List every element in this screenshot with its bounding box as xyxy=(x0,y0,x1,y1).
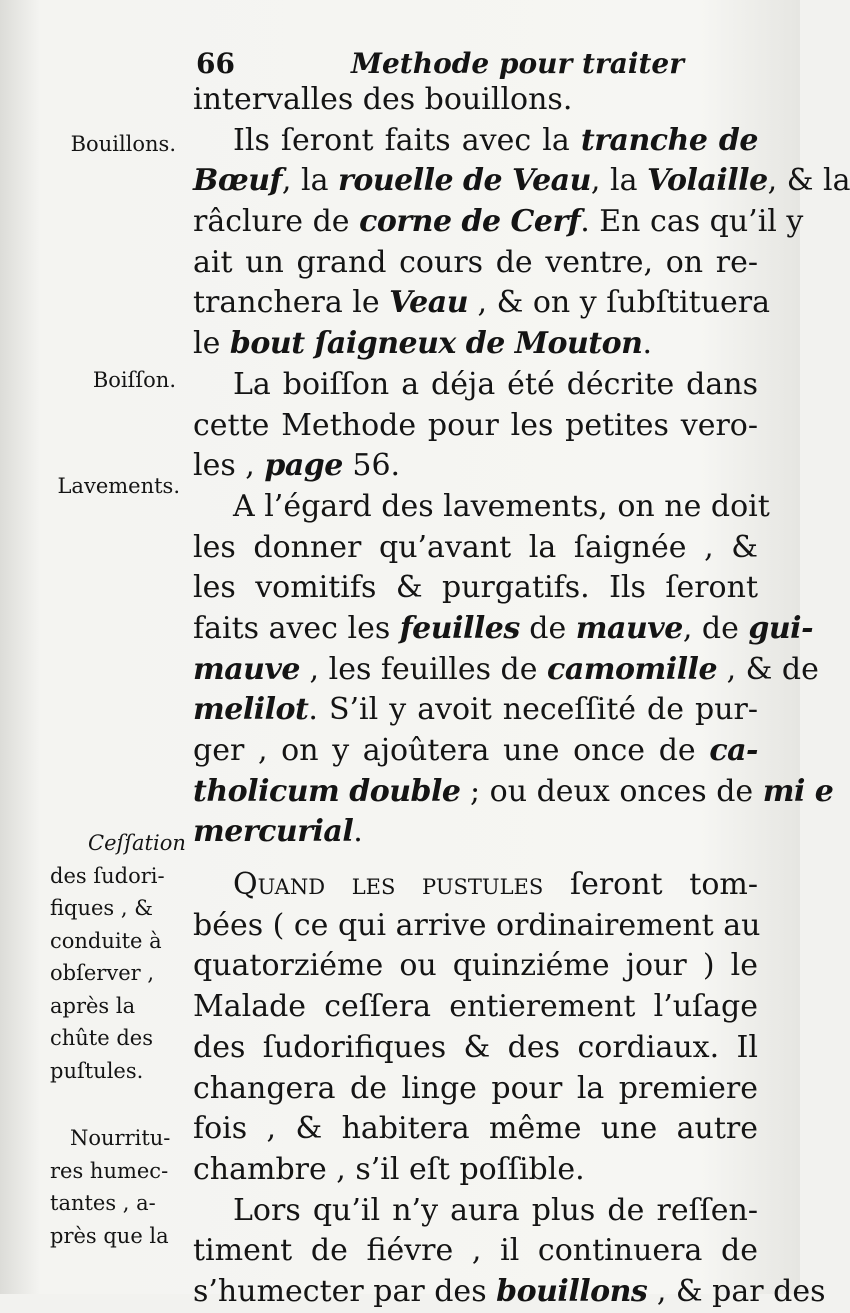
margin-note-lavements: Lavements. xyxy=(57,474,180,498)
text-line: La boiſſon a déja été décrite dans xyxy=(233,366,758,402)
text-line: mercurial. xyxy=(193,814,363,850)
text-line: ait un grand cours de ventre, on re- xyxy=(193,244,758,280)
text-line: les vomitifs & purgatifs. Ils ſeront xyxy=(193,570,758,606)
text-line: Bœuf, la rouelle de Veau, la Volaille, & la xyxy=(193,163,850,199)
margin-note-boisson: Boiſſon. xyxy=(92,368,176,392)
main-text xyxy=(193,80,850,1313)
text-line: timent de fiévre , il continuera de xyxy=(193,1233,758,1269)
text-line: Malade ceſſera entierement l’uſage xyxy=(193,989,758,1025)
text-line: faits avec les feuilles de mauve, de gui- xyxy=(193,610,814,646)
text-line: ger , on y ajoûtera une once de ca- xyxy=(193,733,758,768)
text-line: melilot. S’il y avoit neceſſité de pur- xyxy=(193,692,758,728)
text-line: des ſudorifiques & des cordiaux. Il xyxy=(193,1029,758,1065)
page-header xyxy=(196,44,776,84)
margin-note-nourritures: Nourritu- res humec- tantes , a- près que la xyxy=(50,1126,171,1248)
text-line: bées ( ce qui arrive ordinairement au xyxy=(193,907,761,943)
text-line: fois , & habitera même une autre xyxy=(193,1111,758,1147)
text-line: râclure de corne de Cerf. En cas qu’il y xyxy=(193,204,804,240)
text-line: Quand les pustules ſeront tom- xyxy=(233,867,758,903)
text-line: cette Methode pour les petites vero- xyxy=(193,407,758,443)
text-line: Ils ſeront faits avec la tranche de xyxy=(233,122,758,158)
page-number: 66 xyxy=(196,47,235,80)
text-line: le bout ſaigneux de Mouton. xyxy=(193,326,653,362)
text-line: s’humecter par des bouillons , & par des xyxy=(193,1273,826,1309)
text-line: chambre , s’il eſt poſſible. xyxy=(193,1151,585,1187)
margin-note-bouillons: Bouillons. xyxy=(70,132,176,156)
running-title: Methode pour traiter xyxy=(351,47,684,80)
text-line: tholicum double ; ou deux onces de mi e xyxy=(193,773,834,809)
margin-note-cessation: Ceſſation des ſudori- fiques , & conduite à obſerver , après la chûte des puſtules. xyxy=(50,831,186,1083)
text-line: changera de linge pour la premiere xyxy=(193,1070,758,1106)
text-line: intervalles des bouillons. xyxy=(193,82,573,117)
text-line: tranchera le Veau , & on y ſubſtituera xyxy=(193,285,770,321)
text-line: quatorziéme ou quinziéme jour ) le xyxy=(193,948,758,984)
text-line: Lors qu’il n’y aura plus de reſſen- xyxy=(233,1192,758,1228)
text-line: les , page 56. xyxy=(193,448,401,484)
text-line: mauve , les feuilles de camomille , & de xyxy=(193,651,819,687)
text-line: A l’égard des lavements, on ne doit xyxy=(233,488,770,524)
text-line: les donner qu’avant la ſaignée , & xyxy=(193,529,758,565)
